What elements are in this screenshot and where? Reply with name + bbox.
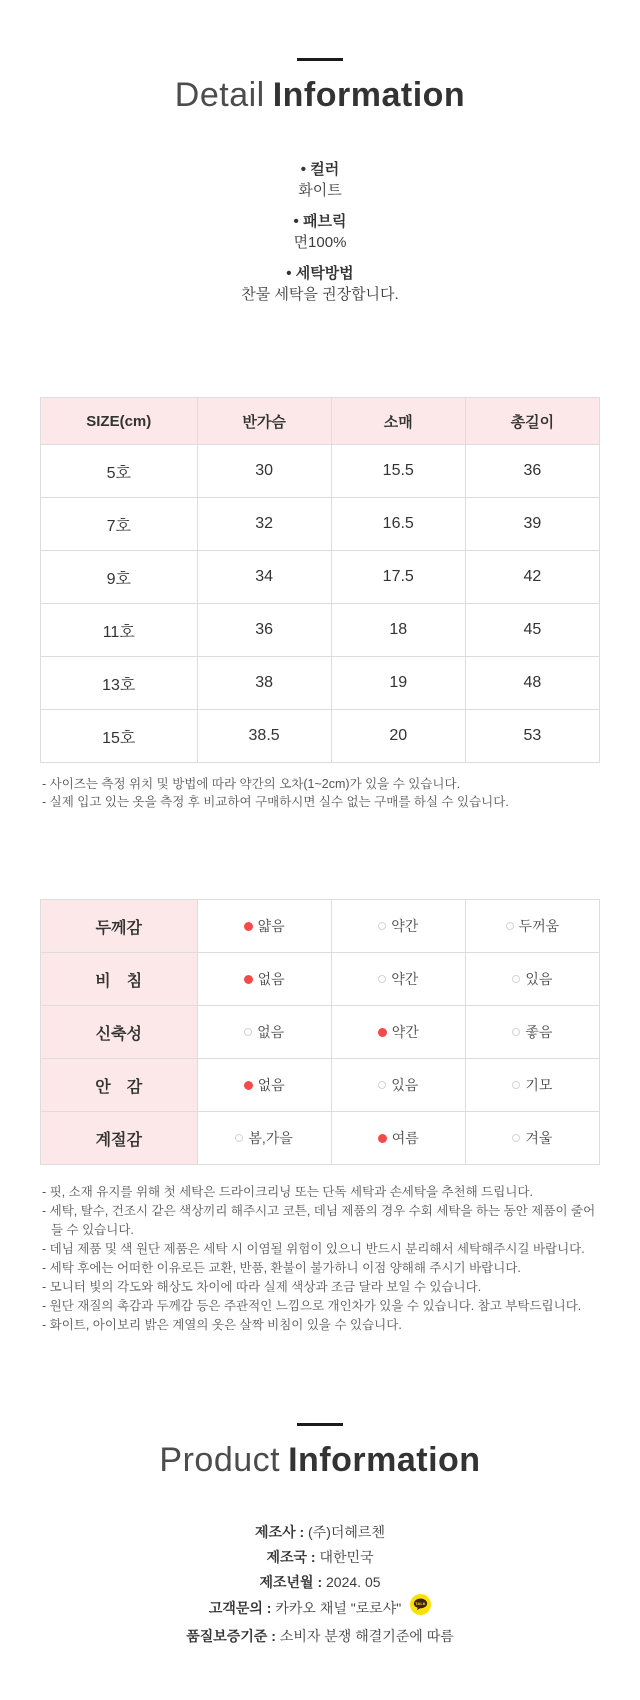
option-label: 약간 [391, 918, 419, 934]
table-row [41, 604, 600, 657]
size-cell: 7호 [41, 498, 198, 551]
size-col-header: 소매 [331, 398, 465, 445]
option-label: 약간 [391, 971, 419, 987]
table-row [41, 657, 600, 710]
property-option [331, 1006, 465, 1059]
property-option [197, 1059, 331, 1112]
size-cell: 48 [465, 657, 599, 710]
radio-dot-icon [235, 1134, 243, 1142]
size-cell: 42 [465, 551, 599, 604]
table-row [41, 953, 600, 1006]
radio-dot-icon [378, 1081, 386, 1089]
size-col-header: 반가슴 [197, 398, 331, 445]
option-label: 봄,가을 [248, 1130, 293, 1146]
option-label: 약간 [391, 1024, 419, 1040]
property-option [331, 900, 465, 953]
option-label: 두꺼움 [518, 918, 560, 934]
radio-dot-icon [512, 975, 520, 983]
property-option [331, 953, 465, 1006]
table-row [41, 900, 600, 953]
size-table-header-row [41, 398, 600, 445]
size-notes [42, 775, 598, 811]
property-option [331, 1059, 465, 1112]
size-col-header: 총길이 [465, 398, 599, 445]
customer-contact-line [0, 1595, 640, 1624]
quality-warranty-value: 소비자 분쟁 해결기준에 따름 [279, 1628, 454, 1644]
size-cell: 30 [197, 445, 331, 498]
option-label: 겨울 [525, 1130, 553, 1146]
option-label: 좋음 [525, 1024, 553, 1040]
size-col-header: SIZE(cm) [41, 398, 198, 445]
radio-dot-icon [378, 922, 386, 930]
spec-wash [0, 263, 640, 305]
spec-section [0, 159, 640, 305]
size-cell: 38.5 [197, 710, 331, 763]
radio-dot-icon [244, 922, 253, 931]
title-divider [297, 1423, 343, 1426]
option-label: 없음 [257, 1077, 285, 1093]
option-label: 여름 [391, 1130, 419, 1146]
property-option [465, 1059, 599, 1112]
manufacturer-line [0, 1520, 640, 1545]
radio-dot-icon [512, 1134, 520, 1142]
page-title [0, 75, 640, 115]
svg-text:TALK: TALK [415, 1601, 426, 1607]
quality-warranty-line [0, 1624, 640, 1649]
size-cell: 5호 [41, 445, 198, 498]
property-label: 신축성 [41, 1006, 198, 1059]
property-option [465, 900, 599, 953]
title-light-part: Detail [174, 76, 265, 114]
care-note: - 원단 재질의 촉감과 두께감 등은 주관적인 느낌으로 개인차가 있을 수 있습니다. 참고 부탁드립니다. [42, 1299, 582, 1313]
size-cell: 20 [331, 710, 465, 763]
radio-dot-icon [512, 1081, 520, 1089]
size-cell: 39 [465, 498, 599, 551]
country-value: 대한민국 [319, 1549, 374, 1565]
size-cell: 17.5 [331, 551, 465, 604]
care-note: - 모니터 빛의 각도와 해상도 차이에 따라 실제 색상과 조금 달라 보일 수 있습니다. [42, 1280, 482, 1294]
manufacture-date-line [0, 1570, 640, 1595]
radio-dot-icon [378, 1028, 387, 1037]
quality-warranty-label: 품질보증기준 : [186, 1628, 276, 1644]
spec-fabric-value: 면100% [293, 234, 347, 251]
option-label: 없음 [257, 971, 285, 987]
radio-dot-icon [512, 1028, 520, 1036]
size-cell: 34 [197, 551, 331, 604]
size-cell: 53 [465, 710, 599, 763]
detail-information-header [0, 58, 640, 115]
table-row [41, 1112, 600, 1165]
spec-color-value: 화이트 [298, 182, 342, 199]
spec-fabric-label: • 패브릭 [293, 213, 347, 230]
property-option [331, 1112, 465, 1165]
table-row [41, 1059, 600, 1112]
care-note: - 세탁, 탈수, 건조시 같은 색상끼리 해주시고 코튼, 데님 제품의 경우 수회 세탁을 하는 동안 제품이 줄어들 수 있습니다. [42, 1204, 596, 1237]
size-cell: 11호 [41, 604, 198, 657]
property-label: 비 침 [41, 953, 198, 1006]
country-label: 제조국 : [266, 1549, 316, 1565]
fabric-property-table [40, 899, 600, 1165]
radio-dot-icon [378, 1134, 387, 1143]
table-row [41, 445, 600, 498]
table-row [41, 498, 600, 551]
care-notes [42, 1183, 598, 1335]
manufacture-date-label: 제조년월 : [259, 1574, 323, 1590]
radio-dot-icon [244, 1081, 253, 1090]
size-cell: 15호 [41, 710, 198, 763]
radio-dot-icon [378, 975, 386, 983]
country-line [0, 1545, 640, 1570]
customer-contact-label: 고객문의 : [208, 1600, 272, 1617]
product-information-header [0, 1423, 640, 1480]
product-info-section [0, 1520, 640, 1649]
customer-contact-value: 카카오 채널 "로로샤" [275, 1600, 402, 1617]
title-light-part: Product [159, 1441, 281, 1479]
radio-dot-icon [244, 975, 253, 984]
option-label: 있음 [525, 971, 553, 987]
care-note: - 세탁 후에는 어떠한 이유로든 교환, 반품, 환불이 불가하니 이점 양해해 주시기 바랍니다. [42, 1261, 521, 1275]
spec-color-label: • 컬러 [300, 161, 340, 178]
size-cell: 9호 [41, 551, 198, 604]
property-option [197, 1006, 331, 1059]
size-cell: 19 [331, 657, 465, 710]
spec-wash-label: • 세탁방법 [286, 265, 354, 282]
property-option [197, 953, 331, 1006]
manufacturer-value: (주)더헤르첸 [308, 1524, 385, 1540]
section-title [0, 1440, 640, 1480]
spec-wash-value: 찬물 세탁을 권장합니다. [241, 286, 399, 303]
spec-color [0, 159, 640, 201]
radio-dot-icon [244, 1028, 252, 1036]
kakaotalk-icon [410, 1594, 431, 1623]
option-label: 얇음 [257, 918, 285, 934]
option-label: 없음 [257, 1024, 285, 1040]
title-bold-part: Information [272, 76, 466, 114]
option-label: 있음 [391, 1077, 419, 1093]
size-cell: 38 [197, 657, 331, 710]
care-note: - 데님 제품 및 색 원단 제품은 세탁 시 이염될 위험이 있으니 반드시 분리해서 세탁해주시길 바랍니다. [42, 1242, 585, 1256]
property-option [465, 1006, 599, 1059]
size-cell: 13호 [41, 657, 198, 710]
property-label: 안 감 [41, 1059, 198, 1112]
property-option [197, 900, 331, 953]
manufacturer-label: 제조사 : [255, 1524, 305, 1540]
table-row [41, 551, 600, 604]
property-option [197, 1112, 331, 1165]
size-cell: 16.5 [331, 498, 465, 551]
property-label: 계절감 [41, 1112, 198, 1165]
table-row [41, 1006, 600, 1059]
size-note: - 실제 입고 있는 옷을 측정 후 비교하여 구매하시면 실수 없는 구매를 하실 수 있습니다. [42, 795, 509, 809]
size-table [40, 397, 600, 763]
radio-dot-icon [506, 922, 514, 930]
size-cell: 45 [465, 604, 599, 657]
size-cell: 15.5 [331, 445, 465, 498]
size-cell: 32 [197, 498, 331, 551]
size-cell: 36 [465, 445, 599, 498]
size-cell: 18 [331, 604, 465, 657]
property-option [465, 953, 599, 1006]
property-option [465, 1112, 599, 1165]
size-cell: 36 [197, 604, 331, 657]
option-label: 기모 [525, 1077, 553, 1093]
table-row [41, 710, 600, 763]
size-note: - 사이즈는 측정 위치 및 방법에 따라 약간의 오차(1~2cm)가 있을 수 있습니다. [42, 777, 461, 791]
title-divider [297, 58, 343, 61]
care-note: - 화이트, 아이보리 밝은 계열의 옷은 살짝 비침이 있을 수 있습니다. [42, 1318, 402, 1332]
property-label: 두께감 [41, 900, 198, 953]
spec-fabric [0, 211, 640, 253]
care-note: - 핏, 소재 유지를 위해 첫 세탁은 드라이크리닝 또는 단독 세탁과 손세탁을 추천해 드립니다. [42, 1185, 533, 1199]
title-bold-part: Information [288, 1441, 481, 1479]
manufacture-date-value: 2024. 05 [326, 1574, 381, 1590]
